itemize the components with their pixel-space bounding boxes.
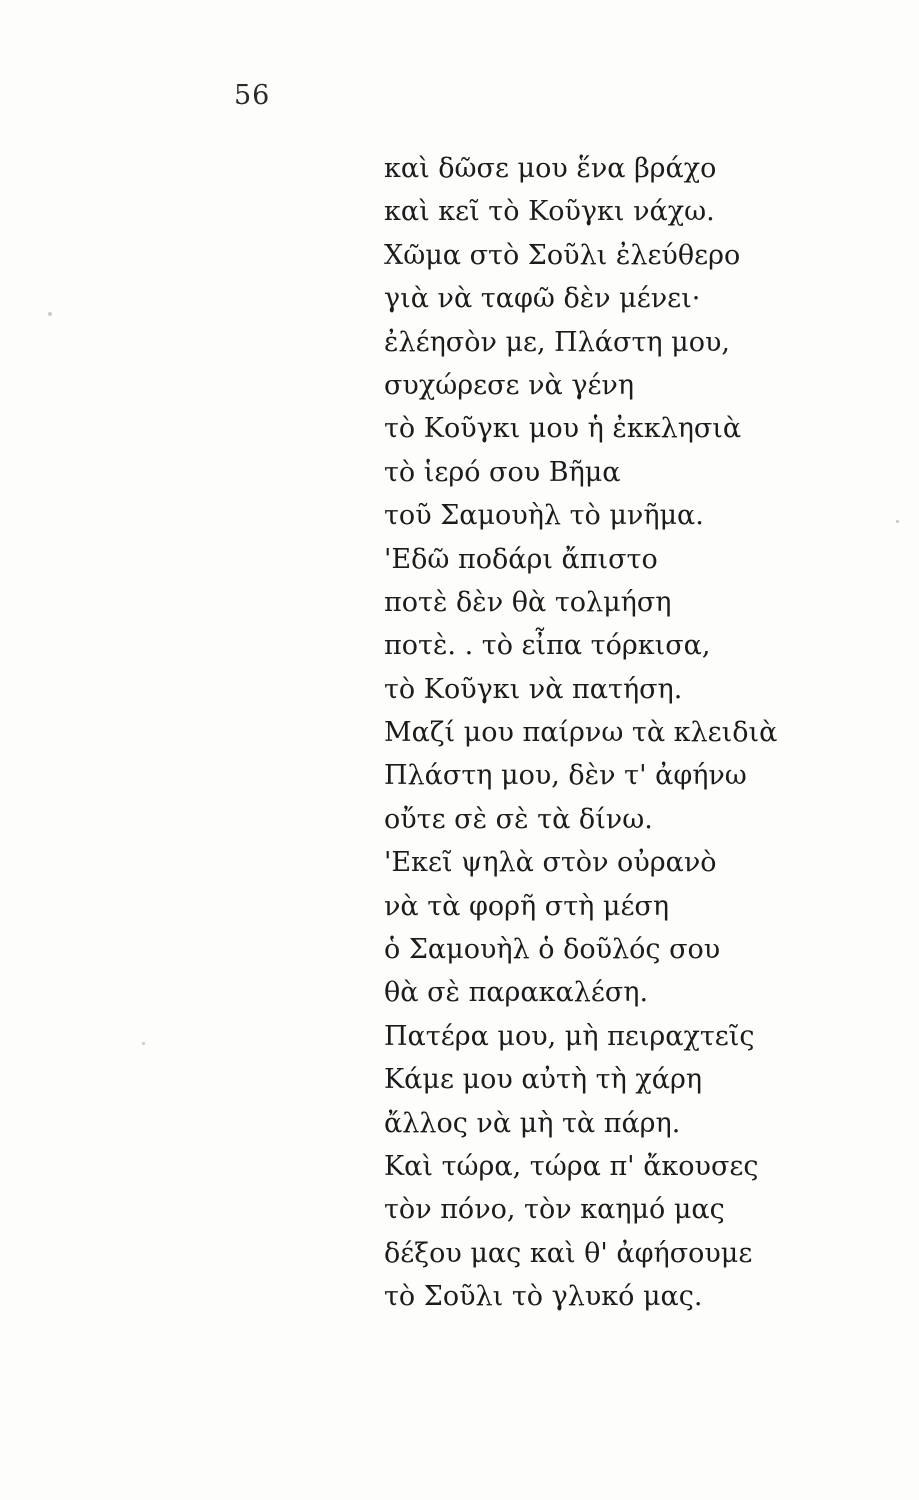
poem-line: νὰ τὰ φορῆ στὴ μέση: [384, 890, 670, 922]
poem-text: [384, 147, 804, 1319]
poem-line: τὸ Κοῦγκι νὰ πατήση.: [384, 673, 683, 705]
poem-line: τὸ ἱερό σου Βῆμα: [384, 456, 621, 488]
poem-line: συχώρεσε νὰ γένη: [384, 369, 635, 401]
paper-speck: [896, 520, 899, 523]
poem-line: δέξου μας καὶ θ' ἀφήσουμε: [384, 1237, 753, 1269]
poem-line: τὸ Κοῦγκι μου ἡ ἐκκλησιὰ: [384, 413, 742, 445]
poem-line: θὰ σὲ παρακαλέση.: [384, 977, 649, 1009]
paper-speck: [142, 1042, 145, 1045]
poem-line: 'Εκεῖ ψηλὰ στὸν οὐρανὸ: [384, 847, 717, 879]
poem-line: καὶ δῶσε μου ἕνα βράχο: [384, 153, 717, 184]
poem-line: ποτὲ δὲν θὰ τολμήση: [384, 586, 672, 618]
poem-line: γιὰ νὰ ταφῶ δὲν μένει·: [384, 283, 701, 315]
poem-line: τὸ Σοῦλι τὸ γλυκό μας.: [384, 1281, 703, 1313]
paper-speck: [48, 312, 52, 316]
poem-line: Πλάστη μου, δὲν τ' ἀφήνω: [384, 760, 747, 792]
poem-line: ἄλλος νὰ μὴ τὰ πάρη.: [384, 1107, 681, 1139]
poem-line: οὔτε σὲ σὲ τὰ δίνω.: [384, 803, 653, 835]
page-number: 56: [234, 80, 271, 111]
poem-line: 'Εδῶ ποδάρι ἄπιστο: [384, 543, 658, 575]
poem-line: Πατέρα μου, μὴ πειραχτεῖς: [384, 1020, 755, 1052]
poem-line: Μαζί μου παίρνω τὰ κλειδιὰ: [384, 717, 778, 749]
poem-line: καὶ κεῖ τὸ Κοῦγκι νάχω.: [384, 196, 715, 228]
poem-line: Καὶ τώρα, τώρα π' ἄκουσες: [384, 1150, 759, 1182]
poem-line: ὁ Σαμουὴλ ὁ δοῦλός σου: [384, 934, 721, 966]
poem-line: τὸν πόνο, τὸν καημό μας: [384, 1194, 725, 1226]
poem-line: ποτὲ. . τὸ εἶπα τόρκισα,: [384, 630, 711, 662]
poem-line: ἐλέησὸν με, Πλάστη μου,: [384, 326, 730, 358]
poem-line: τοῦ Σαμουὴλ τὸ μνῆμα.: [384, 500, 704, 532]
poem-line: Κάμε μου αὐτὴ τὴ χάρη: [384, 1064, 703, 1096]
poem-line: Χῶμα στὸ Σοῦλι ἐλεύθερο: [384, 239, 741, 271]
